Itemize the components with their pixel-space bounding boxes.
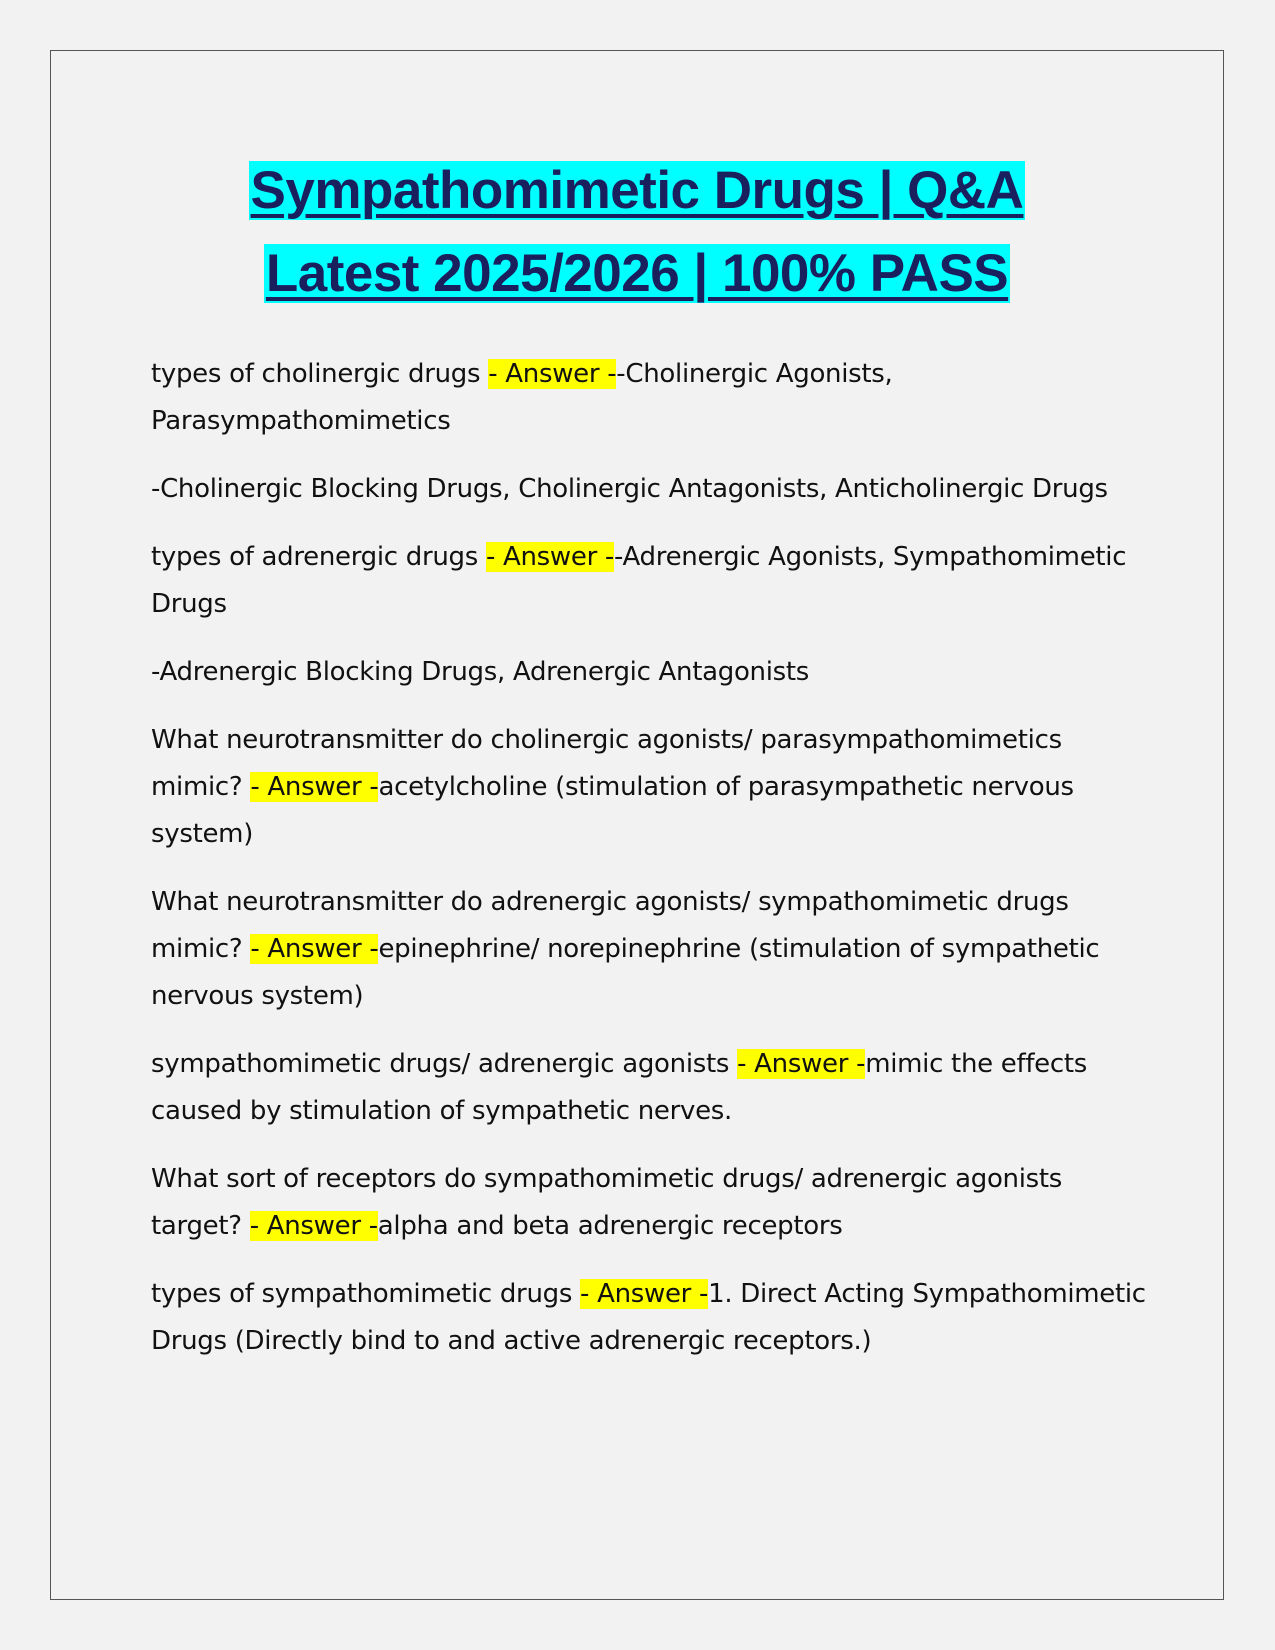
qa-item [151,534,1151,628]
continuation-text: -Adrenergic Blocking Drugs, Adrenergic Antagonists [151,657,810,687]
qa-content [151,351,1151,1386]
qa-item [151,1156,1151,1250]
qa-continuation [151,649,1151,696]
answer-text: mimic the effects caused by stimulation of sympathetic nerves. [151,1049,1088,1126]
answer-text: -Adrenergic Agonists, Sympathomimetic Drugs [151,542,1127,619]
document-title [51,149,1223,315]
qa-item [151,1041,1151,1135]
answer-text: 1. Direct Acting Sympathomimetic Drugs (Directly bind to and active adrenergic receptors.) [151,1279,1146,1356]
answer-marker: - Answer - [580,1279,709,1309]
question-text: What sort of receptors do sympathomimetic drugs/ adrenergic agonists target? [151,1164,1063,1241]
question-text: types of adrenergic drugs [151,542,486,572]
qa-item [151,1271,1151,1365]
answer-text: epinephrine/ norepinephrine (stimulation of sympathetic nervous system) [151,934,1100,1011]
answer-text: alpha and beta adrenergic receptors [377,1211,843,1241]
question-text: sympathomimetic drugs/ adrenergic agonists [151,1049,738,1079]
qa-item [151,879,1151,1020]
answer-marker: - Answer - [488,359,617,389]
title-line-1: Sympathomimetic Drugs | Q&A [250,161,1024,220]
qa-item [151,351,1151,445]
continuation-text: -Cholinergic Blocking Drugs, Cholinergic Antagonists, Anticholinergic Drugs [151,474,1108,504]
question-text: types of sympathomimetic drugs [151,1279,581,1309]
question-text: What neurotransmitter do adrenergic agonists/ sympathomimetic drugs mimic? [151,887,1069,964]
question-text: What neurotransmitter do cholinergic agonists/ parasympathomimetics mimic? [151,725,1062,802]
qa-continuation [151,466,1151,513]
title-line-2: Latest 2025/2026 | 100% PASS [265,244,1009,303]
qa-item [151,717,1151,858]
answer-marker: - Answer - [485,542,615,572]
answer-marker: - Answer - [737,1049,866,1079]
answer-marker: - Answer - [250,772,379,802]
answer-marker: - Answer - [250,934,379,964]
answer-marker: - Answer - [249,1211,378,1241]
question-text: types of cholinergic drugs [151,359,489,389]
answer-text: acetylcholine (stimulation of parasympathetic nervous system) [151,772,1074,849]
document-page [50,50,1224,1600]
answer-text: -Cholinergic Agonists, Parasympathomimetics [151,359,893,436]
